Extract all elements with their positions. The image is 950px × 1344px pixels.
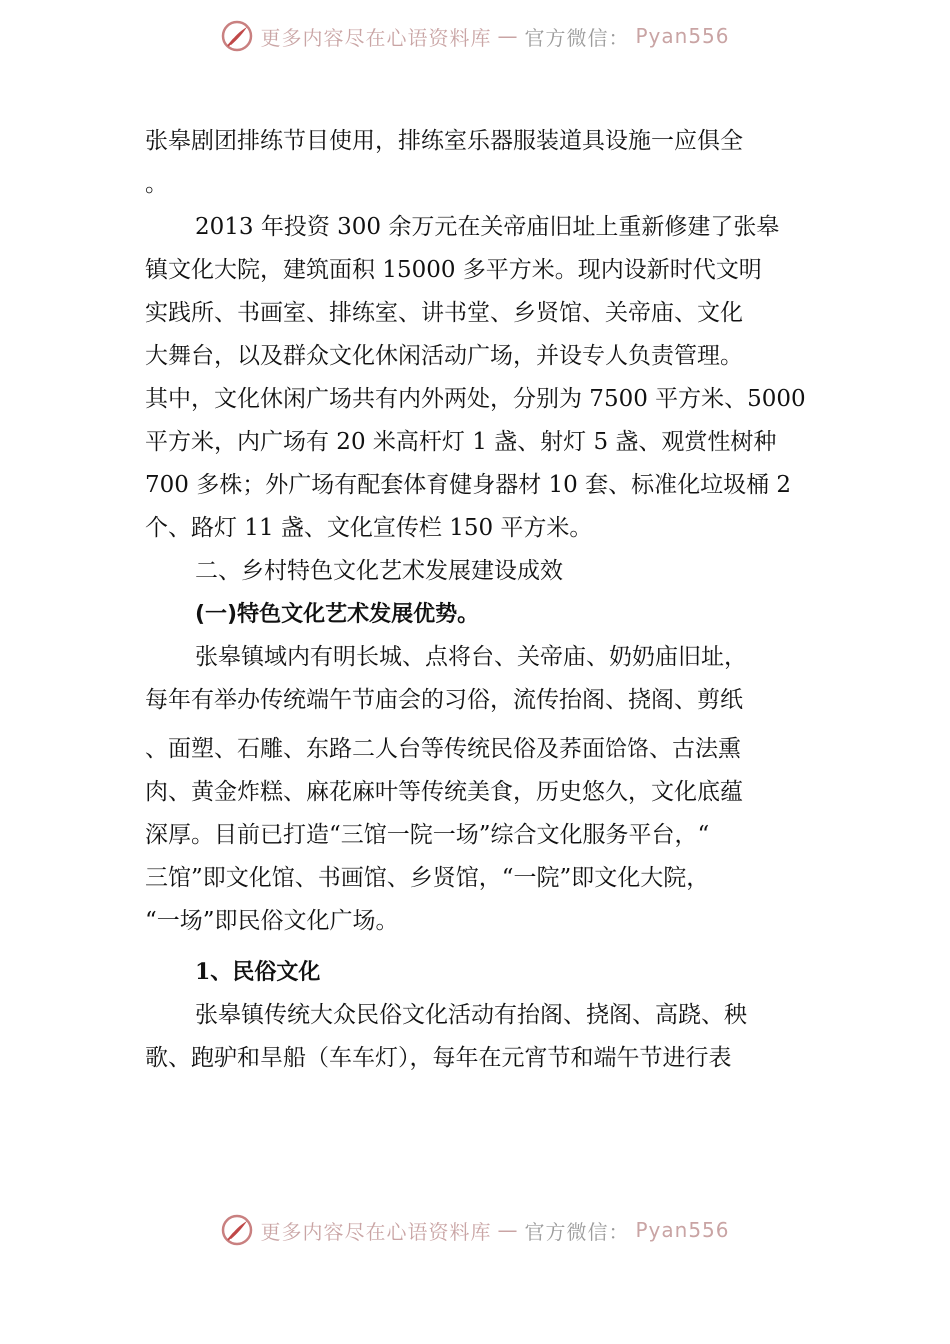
- red-feather-logo-icon: [220, 1213, 254, 1247]
- document-body: [145, 120, 817, 1080]
- body-line: 平方米，内广场有 20 米高杆灯 1 盏、射灯 5 盏、观赏性树种: [145, 429, 777, 455]
- body-line: 张皋剧团排练节目使用，排练室乐器服装道具设施一应俱全: [145, 128, 743, 154]
- watermark-main-text: 更多内容尽在心语资料库: [260, 1219, 492, 1244]
- body-line: “一场”即民俗文化广场。: [145, 908, 399, 934]
- watermark-wechat-id: Pyan556: [635, 24, 730, 48]
- watermark-separator: —: [497, 1218, 519, 1242]
- body-line: [145, 728, 817, 771]
- watermark-official-label: 官方微信：: [524, 1219, 630, 1244]
- body-text: 、古法熏: [649, 736, 742, 762]
- body-line: 深厚。目前已打造“三馆一院一场”综合文化服务平台，“: [145, 822, 710, 848]
- body-text: 、面塑、石雕、东路二人台等传统民俗及荞面: [145, 736, 605, 762]
- paragraph-start: 张皋镇传统大众民俗文化活动有抬阁、挠阁、高跷、秧: [195, 1002, 747, 1028]
- body-line: 大舞台，以及群众文化休闲活动广场，并设专人负责管理。: [145, 343, 743, 369]
- body-line: 700 多株；外广场有配套体育健身器材 10 套、标准化垃圾桶 2: [145, 472, 792, 498]
- watermark-wechat-id: Pyan556: [635, 1218, 730, 1242]
- body-line: 其中，文化休闲广场共有内外两处，分别为 7500 平方米、5000: [145, 386, 806, 412]
- header-watermark: [0, 14, 950, 58]
- paragraph-start: 张皋镇域内有明长城、点将台、关帝庙、奶奶庙旧址，: [195, 644, 747, 670]
- red-feather-logo-icon: [220, 19, 254, 53]
- watermark-official-label: 官方微信：: [524, 25, 630, 50]
- section-heading: 二、乡村特色文化艺术发展建设成效: [195, 558, 563, 584]
- watermark-main-text: 更多内容尽在心语资料库: [260, 25, 492, 50]
- subsection-heading: (一)特色文化艺术发展优势。: [195, 602, 480, 627]
- body-line: 肉、黄金炸糕、麻花麻叶等传统美食，历史悠久，文化底蕴: [145, 779, 743, 805]
- body-text-sans: 饸饹: [605, 737, 650, 762]
- heading-number: 1、: [195, 959, 233, 985]
- subsection-heading: [145, 951, 817, 994]
- body-line: 镇文化大院，建筑面积 15000 多平方米。现内设新时代文明: [145, 257, 762, 283]
- heading-text: 民俗文化: [232, 960, 321, 985]
- body-line: 三馆”即文化馆、书画馆、乡贤馆，“一院”即文化大院，: [145, 865, 710, 891]
- paragraph-start: 2013 年投资 300 余万元在关帝庙旧址上重新修建了张皋: [195, 214, 780, 240]
- watermark-separator: —: [497, 24, 519, 48]
- body-line: 歌、跑驴和旱船（车车灯），每年在元宵节和端午节进行表: [145, 1045, 732, 1071]
- body-line: 每年有举办传统端午节庙会的习俗，流传抬阁、挠阁、剪纸: [145, 687, 743, 713]
- footer-watermark: [0, 1208, 950, 1252]
- body-line: 个、路灯 11 盏、文化宣传栏 150 平方米。: [145, 515, 593, 541]
- body-line: 。: [145, 171, 168, 197]
- body-line: 实践所、书画室、排练室、讲书堂、乡贤馆、关帝庙、文化: [145, 300, 743, 326]
